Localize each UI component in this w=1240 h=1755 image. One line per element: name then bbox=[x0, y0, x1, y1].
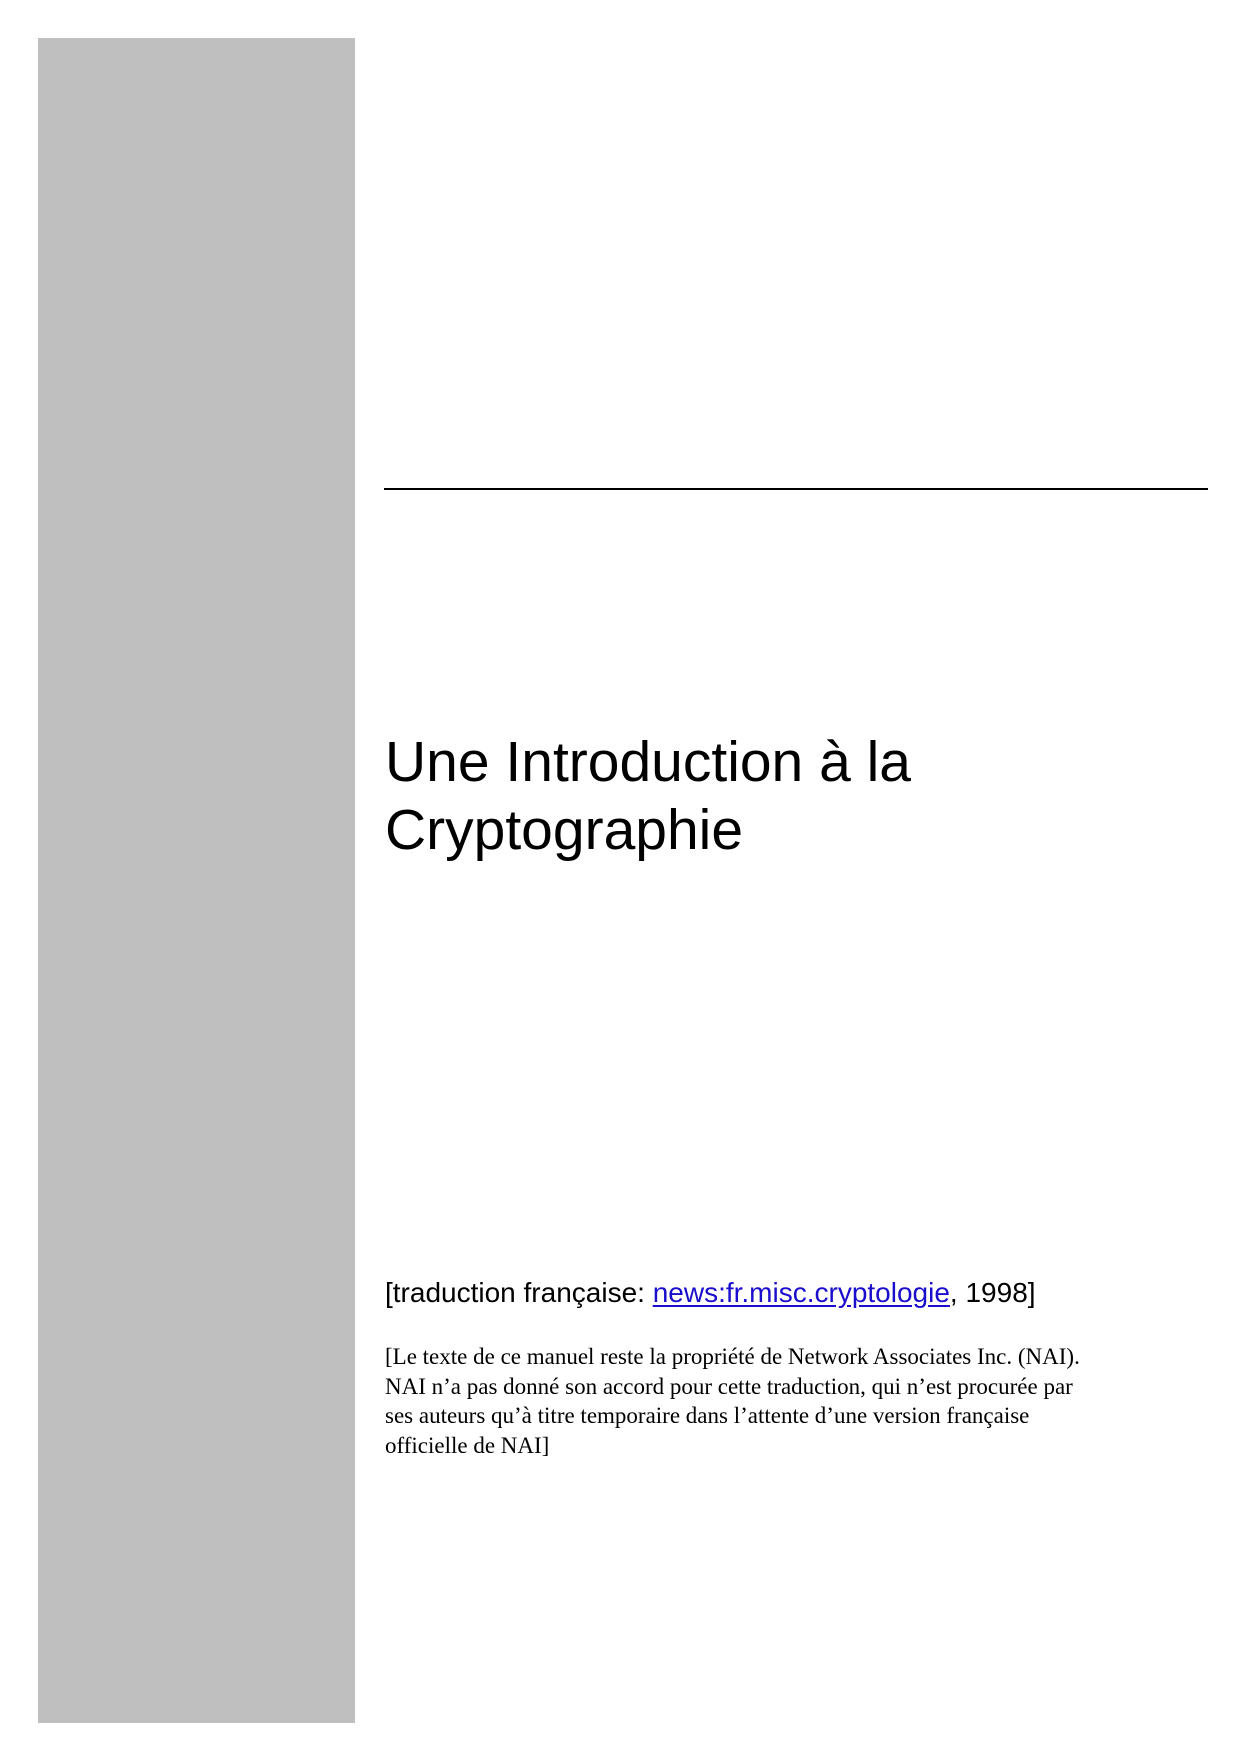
translation-credit bbox=[385, 1276, 1205, 1310]
notice-line-3: ses auteurs qu’à titre temporaire dans l’attente d’une version française bbox=[385, 1403, 1030, 1428]
notice-line-4: officielle de NAI] bbox=[385, 1432, 550, 1458]
title-line-2: Cryptographie bbox=[385, 798, 744, 862]
copyright-notice bbox=[385, 1342, 1175, 1460]
horizontal-rule bbox=[384, 488, 1208, 490]
decorative-side-band bbox=[38, 38, 355, 1723]
notice-line-2: NAI n’a pas donné son accord pour cette traduction, qui n’est procurée par bbox=[385, 1373, 1073, 1399]
title-line-1: Une Introduction à la bbox=[385, 730, 911, 794]
translation-suffix: , 1998] bbox=[949, 1277, 1036, 1308]
translation-prefix: [traduction française: bbox=[385, 1277, 653, 1308]
notice-line-1: [Le texte de ce manuel reste la propriété de Network Associates Inc. (NAI). bbox=[385, 1344, 1080, 1369]
document-title bbox=[385, 728, 1205, 864]
newsgroup-link[interactable]: news:fr.misc.cryptologie bbox=[652, 1277, 950, 1308]
